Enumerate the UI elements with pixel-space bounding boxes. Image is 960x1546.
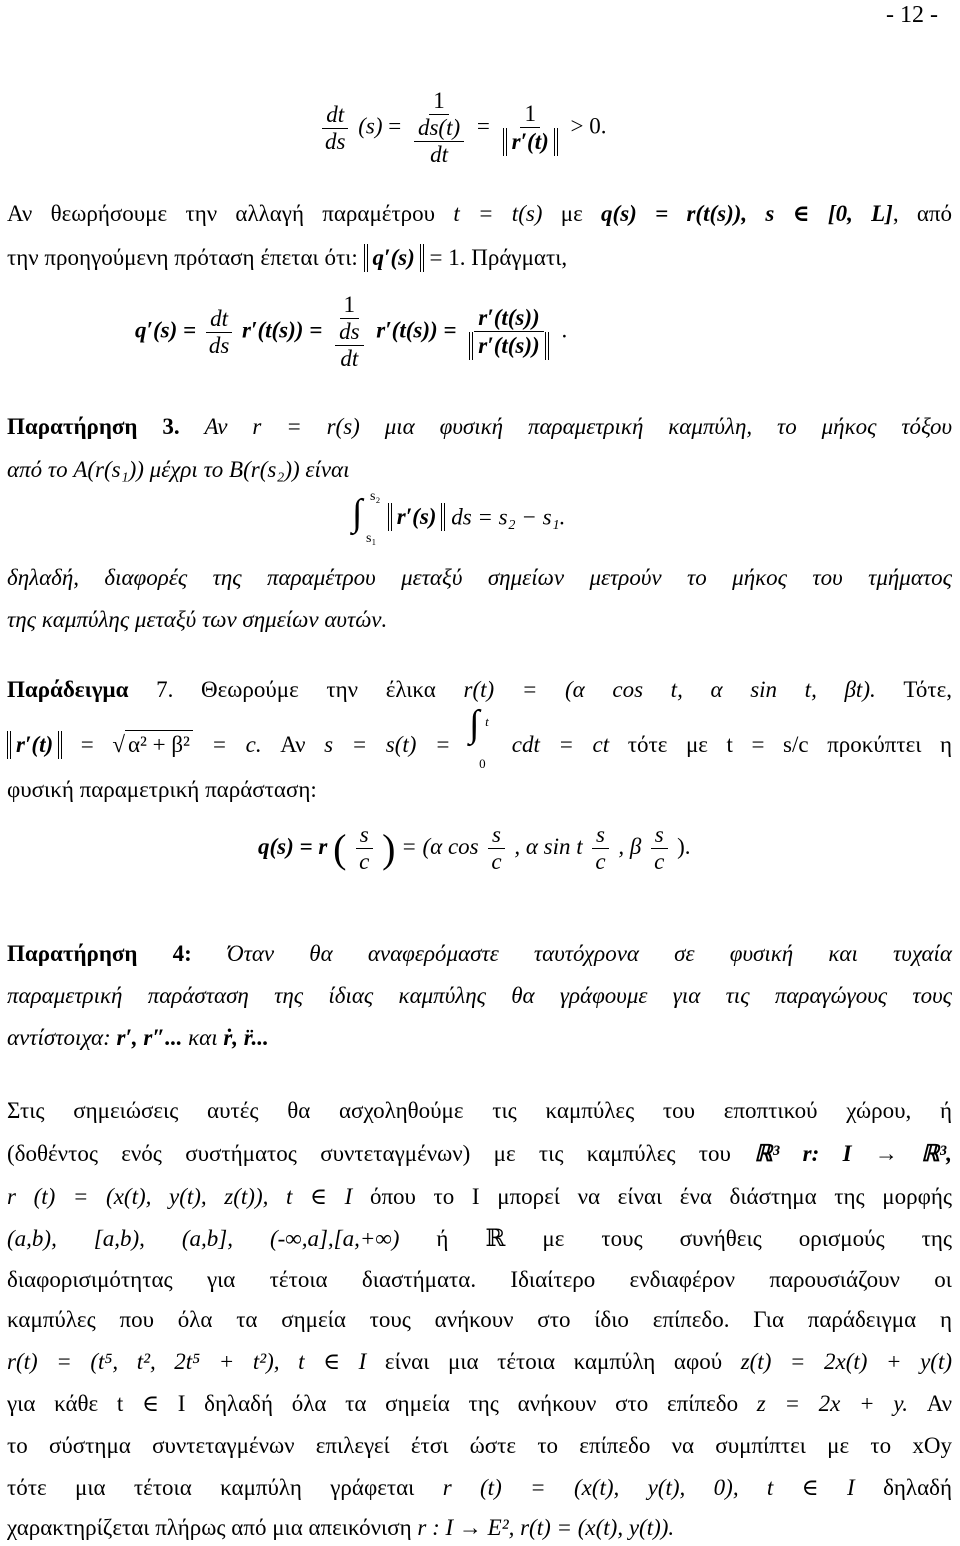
after-integral-line-2: της καμπύλης μεταξύ των σημείων αυτών. (7, 607, 388, 632)
previous-proposition-line: την προηγούμενη πρόταση έπεται ότι: q′(s) = 1. Πράγματι, (7, 245, 568, 270)
equation-arc-length: ∫ s₂ s₁ r′(s) ds = s₂ − s₁. (352, 489, 566, 546)
paragraph-line-11: χαρακτηρίζεται πλήρως από μια απεικόνιση r : I → E², r(t) = (x(t), y(t)). (7, 1515, 675, 1540)
after-integral-line-1: δηλαδή, διαφορές της παραμέτρου μεταξύ σημείων μετρούν το μήκος του τμήματος (7, 565, 952, 590)
remark-4-line-3: αντίστοιχα: r′, r″... και ṙ, r̈... (7, 1025, 269, 1050)
paragraph-line-4: (a,b), [a,b), (a,b], (-∞,a],[a,+∞) ή ℝ με τους συνήθεις ορισμούς της (7, 1224, 952, 1252)
example-7-line-3: φυσική παραμετρική παράσταση: (7, 777, 317, 802)
example-7-line-2: r′(t) = √ α² + β² = c. Αν s = s(t) = ∫ t 0 cdt = ct τότε με t = s/c προκύπτει η (7, 724, 952, 759)
example-7: Παράδειγμα 7. Θεωρούμε την έλικα r(t) = (α cos t, α sin t, βt). Τότε, (7, 677, 953, 702)
page-number: - 12 - (886, 2, 938, 28)
paragraph-line-2: (δοθέντος ενός συστήματος συντεταγμένων) με τις καμπύλες του ℝ³ r: I → ℝ³, (7, 1141, 953, 1166)
remark-3-line-2: από το A(r(s₁)) μέχρι το B(r(s₂)) είναι (7, 457, 350, 482)
equation-q-s: q(s) = r ( $\frac{s}{c}$ ) = (α cos $\frac{s}{c}$ , α sin t $\frac{s}{c}$ , β $\frac{s}{c}$ ). (258, 822, 691, 874)
paragraph-line-7: r(t) = (t⁵, t², 2t⁵ + t²), t ∈ I είναι μια τέτοια καμπύλη αφού z(t) = 2x(t) + y(t) (7, 1349, 953, 1374)
paragraph-line-8: για κάθε t ∈ I δηλαδή όλα τα σημεία της ανήκουν στο επίπεδο z = 2x + y. Αν (7, 1391, 953, 1416)
remark-3: Παρατήρηση 3. Αν r = r(s) μια φυσική παραμετρική καμπύλη, το μήκος τόξου (7, 414, 952, 439)
paragraph-line-10: τότε μια τέτοια καμπύλη γράφεται r (t) = (x(t), y(t), 0), t ∈ I δηλαδή (7, 1475, 952, 1500)
equation-dt-ds: $\frac{dt}{ds}$ (s) = $\frac{1}{\frac{ds(t)}{dt}}$ = $\frac{1}{r'(t)}$ > 0. (318, 88, 607, 168)
paragraph-line-5: διαφορισιμότητας για τέτοια διαστήματα. Ιδιαίτερο ενδιαφέρον παρουσιάζουν οι (7, 1267, 952, 1292)
paragraph-line-1: Στις σημειώσεις αυτές θα ασχοληθούμε τις καμπύλες του εποπτικού χώρου, ή (7, 1098, 952, 1123)
paragraph-line-6: καμπύλες που όλα τα σημεία τους ανήκουν στο ίδιο επίπεδο. Για παράδειγμα η (7, 1307, 952, 1332)
reparam-line: Αν θεωρήσουμε την αλλαγή παραμέτρου t = t(s) με q(s) = r(t(s)), s ∈ [0, L], από (7, 201, 953, 226)
remark-4: Παρατήρηση 4: Όταν θα αναφερόμαστε ταυτόχρονα σε φυσική και τυχαία (7, 941, 952, 966)
paragraph-line-9: το σύστημα συντεταγμένων επιλεγεί έτσι ώστε το επίπεδο να συμπίπτει με το xOy (7, 1433, 952, 1458)
remark-4-line-2: παραμετρική παράσταση της ίδιας καμπύλης θα γράφουμε για τις παραγώγους τους (7, 983, 952, 1008)
paragraph-line-3: r (t) = (x(t), y(t), z(t)), t ∈ I όπου το I μπορεί να είναι ένα διάστημα της μορφής (7, 1184, 952, 1209)
equation-q-prime: q′(s) = $\frac{dt}{ds}$ r′(t(s)) = $\frac{1}{\frac{ds}{dt}}$ r′(t(s)) = $\frac{r'(t(s))}{r'(t(s))}$ . (135, 292, 568, 371)
